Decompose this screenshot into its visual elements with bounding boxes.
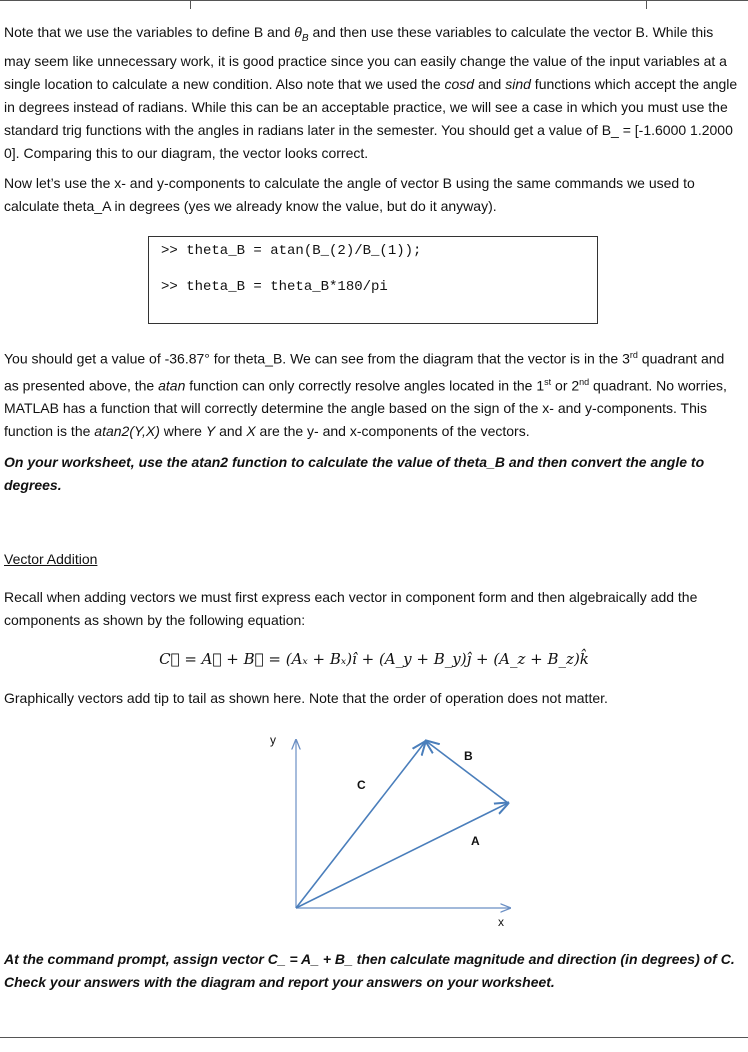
p1-text-4: functions which accept the angle in degrees instead of radians. While this can be an acceptable practice, we will see a case in which you must use the standard trig functions with the angles in radians later in the semester. You should get a value of B_ = [-1.6000 1.2000 0]. Comparing this to our diagram, the vector looks correct. — [4, 75, 738, 161]
page-bottom-rule — [0, 1037, 748, 1038]
vector-a-label: A — [471, 834, 480, 848]
x-axis-label: x — [498, 915, 504, 929]
vector-sum-equation: C⃗ = A⃗ + B⃗ = (Aₓ + Bₓ)î + (A_y + B_y)ĵ + (A_z + B_z)k̂ — [159, 650, 589, 668]
code-line-1: >> theta_B = atan(B_(2)/B_(1)); — [161, 243, 422, 259]
paragraph-xy-components: Now let’s use the x- and y-components to calculate the angle of vector B using the same commands we used to calculate theta_A in degrees (yes we already know the value, but do it anyway). — [4, 175, 695, 214]
vector-c-arrow — [296, 742, 425, 908]
p3-text-6: where — [159, 423, 206, 440]
p3-text-3: function can only correctly resolve angles located in the 1 — [185, 377, 545, 394]
p3-text-4: or 2 — [551, 377, 580, 394]
cosd-term: cosd — [444, 75, 475, 92]
p1-text-2: and then use these variables to calculate the vector B. While this may seem like unnecessary work, it is good practice since you can easily change the value of the input variables at a single location to calculate a new condition. Also note that we used the — [4, 24, 727, 92]
p3-text-5: quadrant. No worries, MATLAB has a function that will correctly determine the angle based on the sign of the x- and y-components. This function is the — [4, 377, 727, 440]
vector-a-arrow — [296, 803, 508, 908]
p1-text-1: Note that we use the variables to define B and — [4, 24, 295, 40]
vector-b-label: B — [464, 749, 473, 763]
y-axis-label: y — [270, 733, 276, 747]
p3-text-7: and — [215, 423, 247, 440]
p3-text-1: You should get a value of -36.87° for theta_B. We can see from the diagram that the vector is in the 3 — [4, 350, 630, 367]
sind-term: sind — [505, 75, 531, 92]
atan2-term: atan2(Y,X) — [94, 423, 160, 440]
worksheet-instruction-vector-c: At the command prompt, assign vector C_ = A_ + B_ then calculate magnitude and direction (in degrees) of C. Check your answers with the diagram and report your answers on your worksheet. — [4, 951, 735, 990]
y-var: Y — [205, 423, 216, 440]
paragraph-tip-to-tail: Graphically vectors add tip to tail as shown here. Note that the order of operation does not matter. — [4, 690, 608, 706]
theta-b-symbol: θ — [294, 24, 302, 40]
paragraph-vector-addition-intro: Recall when adding vectors we must first express each vector in component form and then algebraically add the components as shown by the following equation: — [4, 589, 698, 628]
worksheet-instruction-atan2: On your worksheet, use the atan2 function to calculate the value of theta_B and then convert the angle to degrees. — [4, 454, 705, 493]
superscript-st: st — [544, 376, 552, 387]
atan-term: atan — [158, 377, 186, 394]
code-line-2: >> theta_B = theta_B*180/pi — [161, 279, 388, 295]
superscript-rd: rd — [629, 350, 638, 360]
theta-b-subscript: B — [301, 32, 309, 44]
vector-c-label: C — [357, 778, 366, 792]
superscript-nd: nd — [579, 376, 590, 387]
p3-text-2: quadrant and as presented above, the — [4, 350, 725, 394]
p3-text-8: are the y- and x-components of the vectors. — [255, 423, 530, 440]
x-var: X — [246, 423, 256, 440]
p1-text-3: and — [474, 75, 506, 92]
section-heading-vector-addition: Vector Addition — [4, 551, 98, 567]
